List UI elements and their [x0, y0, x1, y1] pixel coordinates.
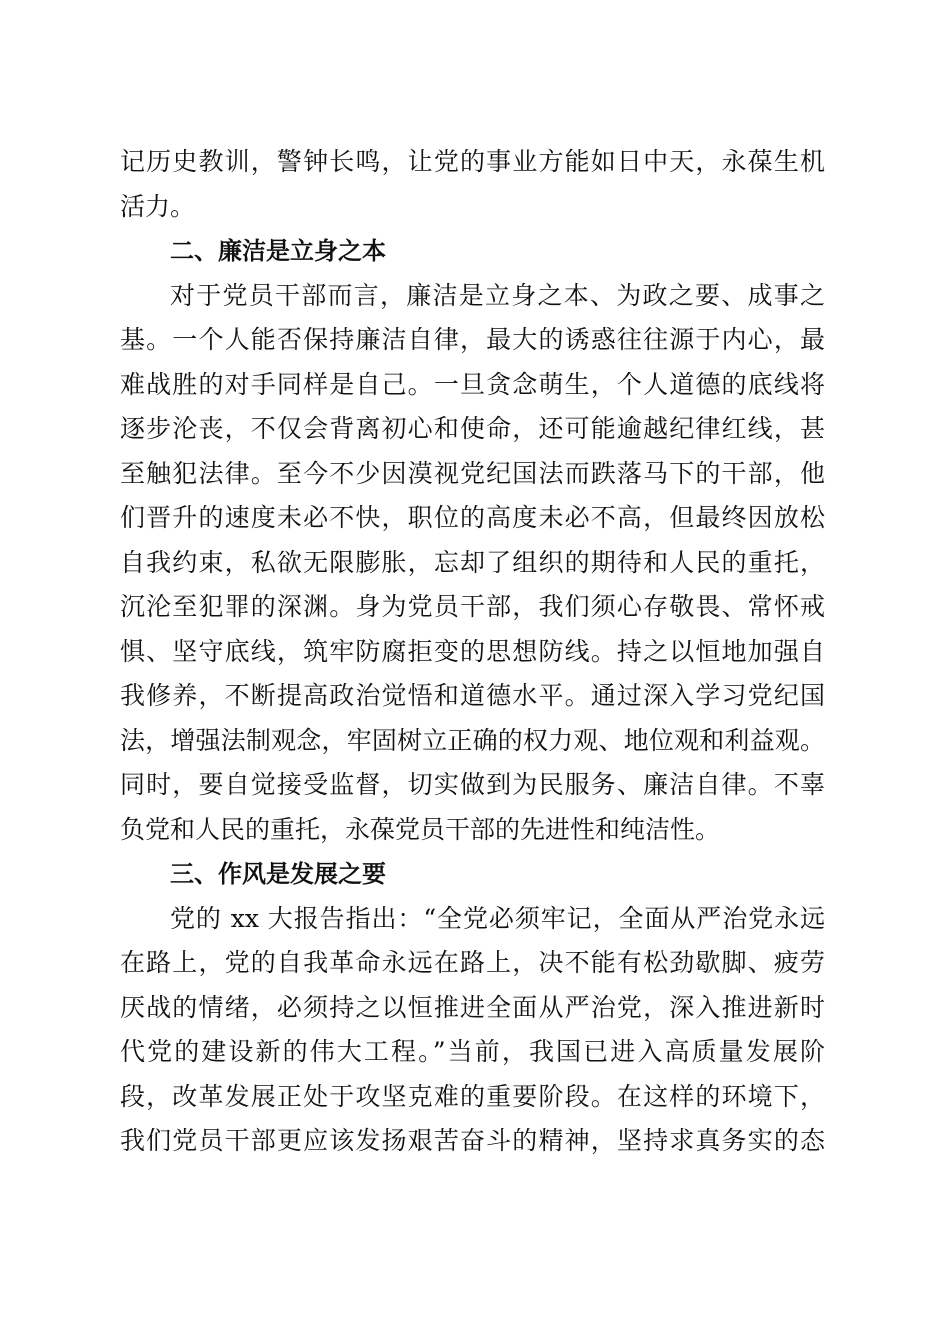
text-line: 我们党员干部更应该发扬艰苦奋斗的精神，坚持求真务实的态	[120, 1126, 825, 1155]
text-line: 对于党员干部而言，廉洁是立身之本、为政之要、成事之	[170, 280, 825, 310]
text-line: 厌战的情绪，必须持之以恒推进全面从严治党，深入推进新时	[120, 992, 825, 1022]
text-line: 记历史教训，警钟长鸣，让党的事业方能如日中天，永葆生机	[120, 147, 825, 176]
section-heading-3: 三、作风是发展之要	[170, 860, 386, 888]
text-line: 难战胜的对手同样是自己。一旦贪念萌生，个人道德的底线将	[120, 369, 825, 399]
text-line: 代党的建设新的伟大工程。”当前，我国已进入高质量发展阶	[120, 1037, 825, 1066]
text-line: 基。一个人能否保持廉洁自律，最大的诱惑往往源于内心，最	[120, 325, 825, 354]
text-line: 党的 xx 大报告指出：“全党必须牢记，全面从严治党永远	[170, 903, 825, 933]
section-heading-2: 二、廉洁是立身之本	[170, 237, 386, 265]
text-line: 在路上，党的自我革命永远在路上，决不能有松劲歇脚、疲劳	[120, 948, 825, 977]
text-line: 段，改革发展正处于攻坚克难的重要阶段。在这样的环境下，	[120, 1081, 825, 1111]
document-body	[120, 140, 825, 1164]
text-line: 逐步沦丧，不仅会背离初心和使命，还可能逾越纪律红线，甚	[120, 414, 825, 443]
text-line: 们晋升的速度未必不快，职位的高度未必不高，但最终因放松	[120, 503, 825, 532]
paragraph-3	[120, 897, 825, 1164]
paragraph-2	[120, 274, 825, 853]
text-line: 同时，要自觉接受监督，切实做到为民服务、廉洁自律。不辜	[120, 770, 825, 799]
text-line: 沉沦至犯罪的深渊。身为党员干部，我们须心存敬畏、常怀戒	[120, 592, 825, 621]
text-line: 负党和人民的重托，永葆党员干部的先进性和纯洁性。	[120, 814, 721, 844]
text-line: 活力。	[120, 191, 196, 221]
text-line: 我修养，不断提高政治觉悟和道德水平。通过深入学习党纪国	[120, 681, 825, 710]
text-line: 法，增强法制观念，牢固树立正确的权力观、地位观和利益观。	[120, 725, 825, 755]
text-line: 至触犯法律。至今不少因漠视党纪国法而跌落马下的干部，他	[120, 458, 825, 488]
text-line: 自我约束，私欲无限膨胀，忘却了组织的期待和人民的重托，	[120, 547, 825, 577]
text-line: 惧、坚守底线，筑牢防腐拒变的思想防线。持之以恒地加强自	[120, 636, 825, 666]
paragraph-1	[120, 140, 825, 229]
